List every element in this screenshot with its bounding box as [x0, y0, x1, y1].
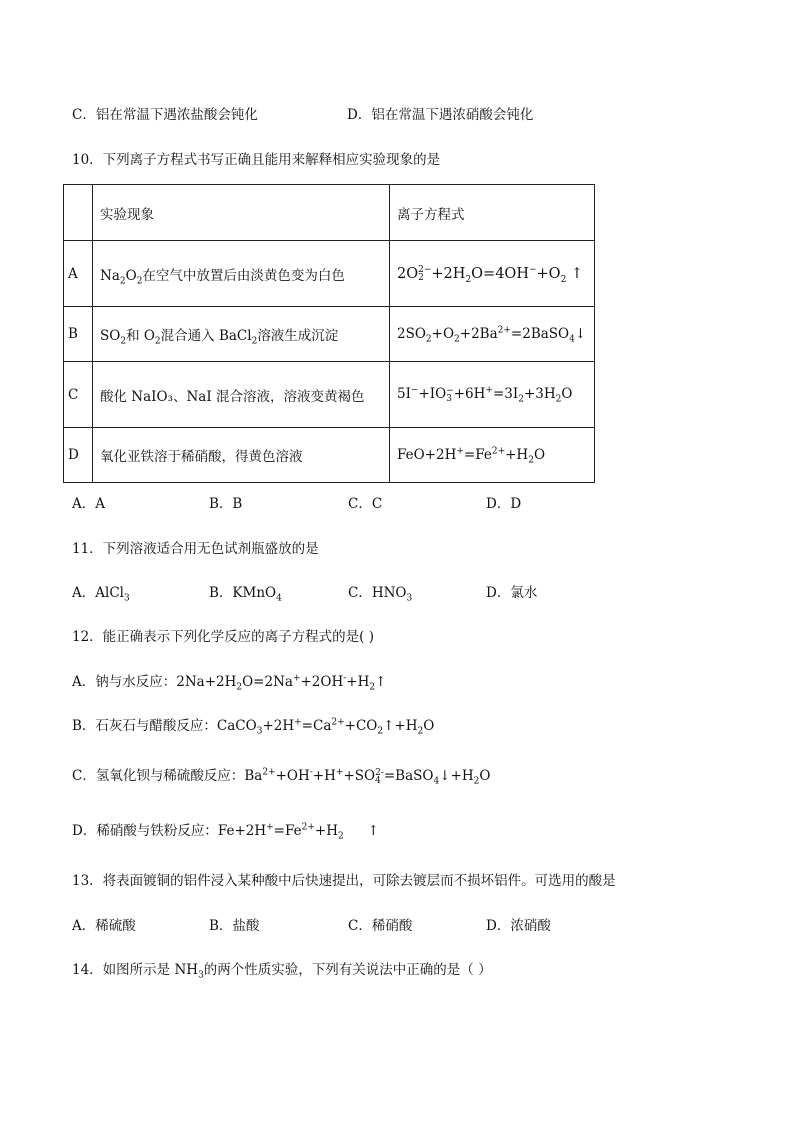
- q10-option-d: D．D: [486, 496, 522, 512]
- q13-option-d: D．浓硝酸: [486, 918, 551, 934]
- row-equation: 2O 2− 2 $+2H_2O=4OH^-+O_2$ ↑: [390, 241, 595, 307]
- option-c-line: C．铝在常温下遇浓盐酸会钝化: [72, 107, 258, 123]
- q12-option-d: D．稀硝酸与铁粉反应：$Fe+2H^+=Fe^{2+}+H_2$ ↑: [72, 822, 380, 842]
- table-row: [64, 241, 595, 307]
- row-label: C: [64, 362, 93, 428]
- question-11-stem: 11．下列溶液适合用无色试剂瓶盛放的是: [72, 541, 319, 557]
- option-d-line: D．铝在常温下遇浓硝酸会钝化: [347, 107, 534, 123]
- row-phenomenon: $Na_2O_2$在空气中放置后由淡黄色变为白色: [93, 241, 390, 307]
- q12-option-c: C．氢氧化钡与稀硫酸反应：$Ba^{2+}+OH^-+H^++SO$ 2- 4 $=BaSO_4↓+H_2O$: [72, 767, 491, 787]
- row-equation: 5I−+IO − 3 $+6H^+=3I_2+3H_2O$: [390, 362, 595, 428]
- q13-option-a: A．稀硫酸: [72, 918, 136, 934]
- question-14-stem: 14．如图所示是 $NH_3$的两个性质实验，下列有关说法中正确的是（ ）: [72, 962, 492, 981]
- question-12-stem: 12．能正确表示下列化学反应的离子方程式的是( ): [72, 629, 375, 645]
- q12-option-b: B．石灰石与醋酸反应：$CaCO_3+2H^+=Ca^{2+}+CO_2↑+H_2O$: [72, 717, 435, 737]
- q11-option-b: B．KMnO$_4$: [209, 585, 282, 604]
- table-row: [64, 307, 595, 362]
- question-10-table: [63, 184, 595, 483]
- table-row: [64, 428, 595, 483]
- q13-option-c: C．稀硝酸: [348, 918, 413, 934]
- q11-option-a: A．AlCl$_3$: [72, 585, 130, 604]
- row-label: B: [64, 307, 93, 362]
- header-phenomenon: 实验现象: [93, 185, 390, 241]
- q11-option-c: C．$HNO_3$: [348, 585, 413, 604]
- row-equation: $2SO_2+O_2+2Ba^{2+}=2BaSO_4↓$: [390, 307, 595, 362]
- row-phenomenon: $SO_2$和 $O_2$混合通入 BaCl$_2$溶液生成沉淀: [93, 307, 390, 362]
- row-label: D: [64, 428, 93, 483]
- header-blank: [64, 185, 93, 241]
- q10-option-a: A．A: [72, 496, 105, 512]
- question-13-stem: 13．将表面镀铜的铝件浸入某种酸中后快速提出，可除去镀层而不损坏铝件。可选用的酸是: [72, 873, 616, 889]
- row-label: A: [64, 241, 93, 307]
- q12-option-a: A．钠与水反应：$2Na+2H_2O=2Na^++2OH^-+H_2↑$: [72, 673, 387, 693]
- row-phenomenon: 氧化亚铁溶于稀硝酸，得黄色溶液: [93, 428, 390, 483]
- table-row: [64, 362, 595, 428]
- question-10-stem: 10．下列离子方程式书写正确且能用来解释相应实验现象的是: [72, 152, 441, 168]
- row-phenomenon: 酸化 NaIO₃、NaI 混合溶液，溶液变黄褐色: [93, 362, 390, 428]
- q13-option-b: B．盐酸: [209, 918, 260, 934]
- q11-option-d: D．氯水: [486, 585, 538, 601]
- q10-option-c: C．C: [348, 496, 383, 512]
- q10-option-b: B．B: [209, 496, 243, 512]
- row-equation: $FeO+2H^+=Fe^{2+}+H_2O$: [390, 428, 595, 483]
- table-header-row: [64, 185, 595, 241]
- header-equation: 离子方程式: [390, 185, 595, 241]
